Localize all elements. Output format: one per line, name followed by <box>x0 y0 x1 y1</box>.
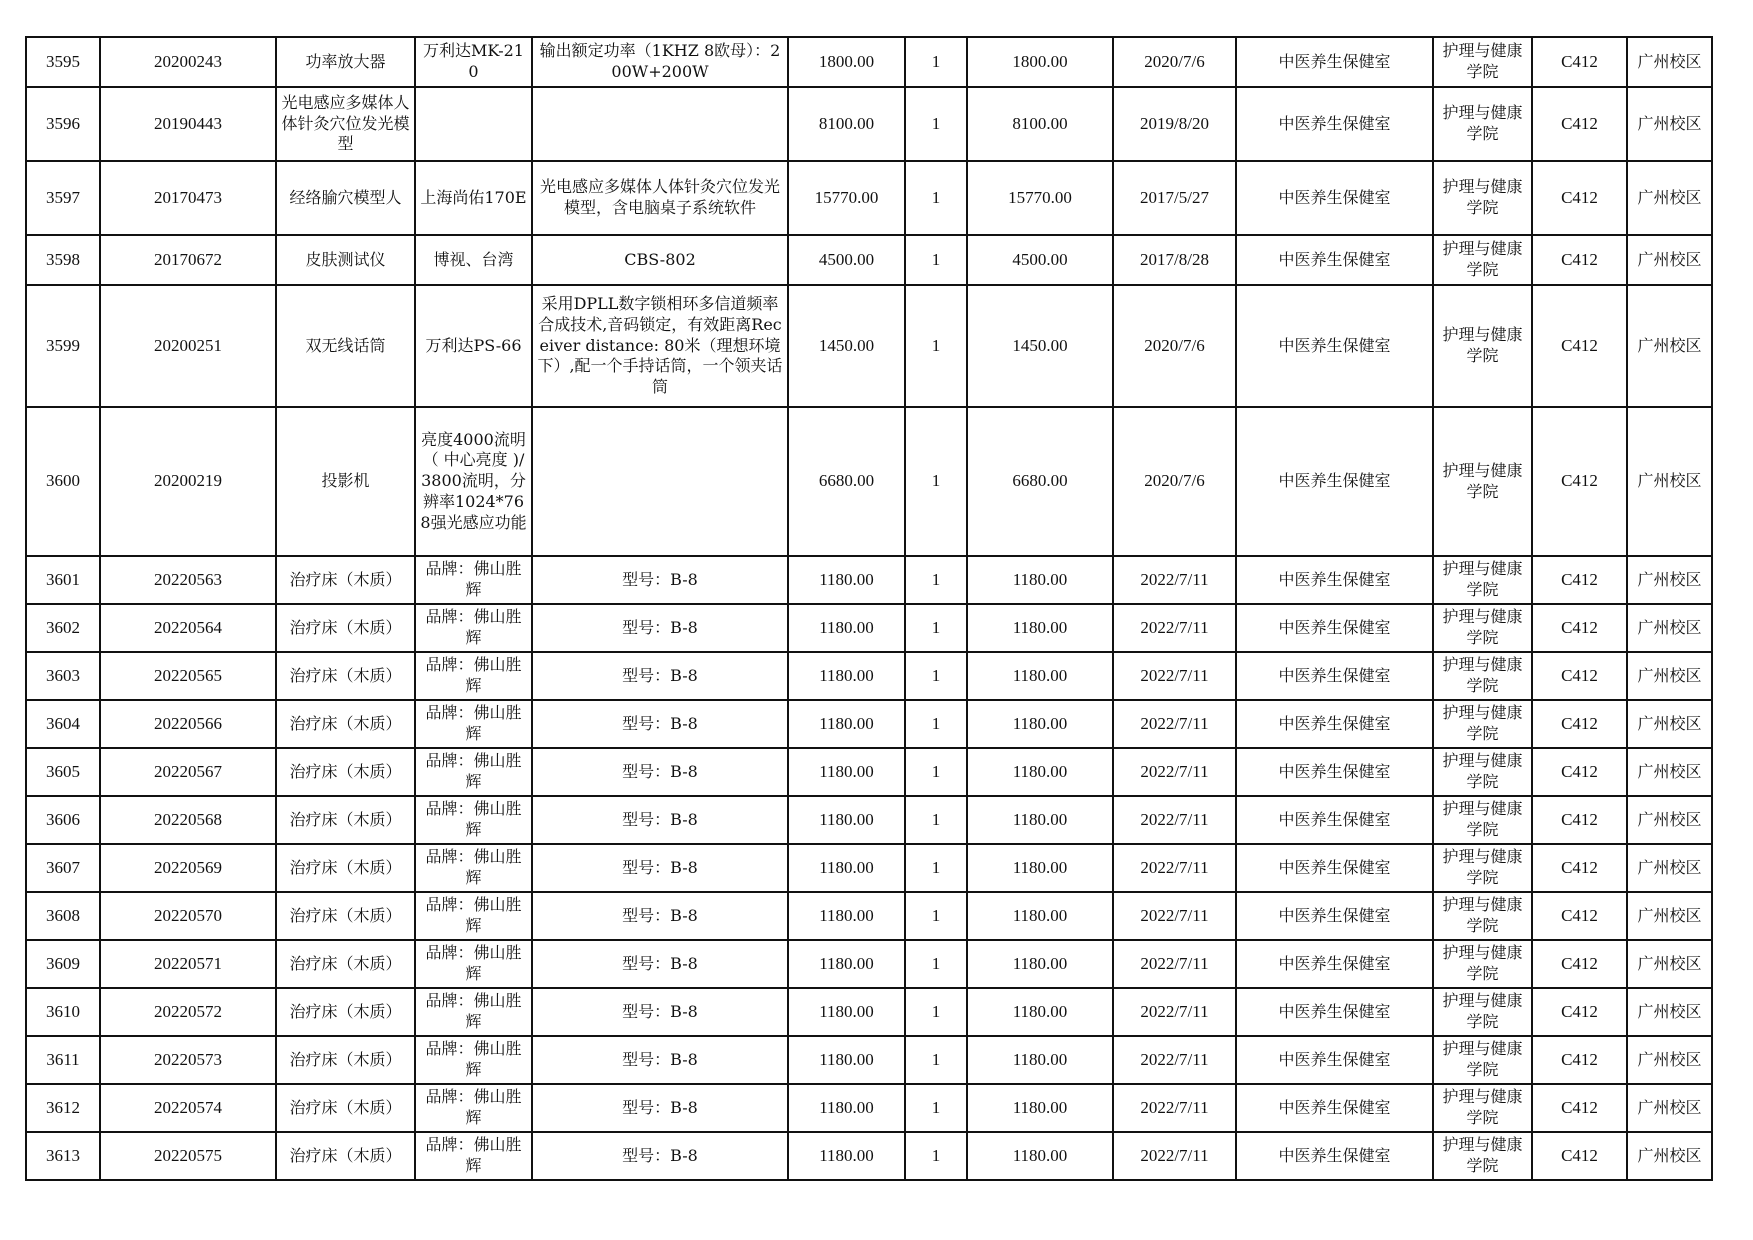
cell-price: 15770.00 <box>788 161 905 235</box>
cell-spec: 型号：B-8 <box>532 1036 788 1084</box>
cell-unit: 中医养生保健室 <box>1236 892 1433 940</box>
cell-unit: 中医养生保健室 <box>1236 1084 1433 1132</box>
cell-date: 2022/7/11 <box>1113 1132 1236 1180</box>
cell-unit: 中医养生保健室 <box>1236 700 1433 748</box>
cell-campus: 广州校区 <box>1627 796 1712 844</box>
cell-college: 护理与健康学院 <box>1433 988 1532 1036</box>
cell-code: 20220571 <box>100 940 276 988</box>
cell-price: 1180.00 <box>788 796 905 844</box>
cell-amount: 1180.00 <box>967 1036 1113 1084</box>
table-row <box>26 161 1712 235</box>
cell-name: 治疗床（木质） <box>276 556 415 604</box>
cell-amount: 1180.00 <box>967 700 1113 748</box>
cell-amount: 6680.00 <box>967 407 1113 556</box>
cell-price: 1450.00 <box>788 285 905 407</box>
cell-amount: 1180.00 <box>967 604 1113 652</box>
cell-code: 20220567 <box>100 748 276 796</box>
cell-spec <box>532 87 788 161</box>
cell-date: 2019/8/20 <box>1113 87 1236 161</box>
cell-code: 20200243 <box>100 37 276 87</box>
table-row <box>26 940 1712 988</box>
cell-college: 护理与健康学院 <box>1433 87 1532 161</box>
cell-date: 2022/7/11 <box>1113 988 1236 1036</box>
cell-code: 20170672 <box>100 235 276 285</box>
cell-name: 治疗床（木质） <box>276 988 415 1036</box>
cell-room: C412 <box>1532 892 1627 940</box>
cell-campus: 广州校区 <box>1627 37 1712 87</box>
cell-college: 护理与健康学院 <box>1433 1084 1532 1132</box>
cell-brand: 品牌：佛山胜辉 <box>415 700 532 748</box>
cell-college: 护理与健康学院 <box>1433 940 1532 988</box>
cell-spec: 型号：B-8 <box>532 700 788 748</box>
cell-price: 6680.00 <box>788 407 905 556</box>
cell-no: 3602 <box>26 604 100 652</box>
cell-amount: 1800.00 <box>967 37 1113 87</box>
cell-code: 20220569 <box>100 844 276 892</box>
cell-name: 皮肤测试仪 <box>276 235 415 285</box>
cell-college: 护理与健康学院 <box>1433 796 1532 844</box>
cell-campus: 广州校区 <box>1627 1132 1712 1180</box>
cell-qty: 1 <box>905 940 967 988</box>
cell-name: 治疗床（木质） <box>276 892 415 940</box>
cell-college: 护理与健康学院 <box>1433 652 1532 700</box>
cell-code: 20220568 <box>100 796 276 844</box>
table-row <box>26 556 1712 604</box>
cell-college: 护理与健康学院 <box>1433 556 1532 604</box>
cell-college: 护理与健康学院 <box>1433 748 1532 796</box>
cell-qty: 1 <box>905 407 967 556</box>
cell-no: 3609 <box>26 940 100 988</box>
table-row <box>26 1084 1712 1132</box>
cell-date: 2022/7/11 <box>1113 700 1236 748</box>
cell-code: 20220563 <box>100 556 276 604</box>
cell-name: 光电感应多媒体人体针灸穴位发光模型 <box>276 87 415 161</box>
cell-unit: 中医养生保健室 <box>1236 940 1433 988</box>
cell-price: 1180.00 <box>788 844 905 892</box>
cell-unit: 中医养生保健室 <box>1236 1132 1433 1180</box>
cell-code: 20220565 <box>100 652 276 700</box>
cell-room: C412 <box>1532 556 1627 604</box>
cell-brand: 品牌：佛山胜辉 <box>415 556 532 604</box>
cell-amount: 1180.00 <box>967 844 1113 892</box>
cell-spec: 光电感应多媒体人体针灸穴位发光模型，含电脑桌子系统软件 <box>532 161 788 235</box>
cell-spec: 型号：B-8 <box>532 844 788 892</box>
cell-unit: 中医养生保健室 <box>1236 87 1433 161</box>
cell-price: 1800.00 <box>788 37 905 87</box>
cell-date: 2022/7/11 <box>1113 1084 1236 1132</box>
cell-campus: 广州校区 <box>1627 407 1712 556</box>
cell-spec: 型号：B-8 <box>532 652 788 700</box>
table-row <box>26 1132 1712 1180</box>
cell-spec: 型号：B-8 <box>532 940 788 988</box>
cell-code: 20190443 <box>100 87 276 161</box>
cell-no: 3603 <box>26 652 100 700</box>
cell-no: 3612 <box>26 1084 100 1132</box>
table-row <box>26 700 1712 748</box>
cell-brand: 亮度4000流明（ 中心亮度 )/3800流明，分辨率1024*768强光感应功能 <box>415 407 532 556</box>
cell-code: 20220564 <box>100 604 276 652</box>
cell-spec: 型号：B-8 <box>532 892 788 940</box>
table-row <box>26 652 1712 700</box>
cell-campus: 广州校区 <box>1627 988 1712 1036</box>
cell-room: C412 <box>1532 1132 1627 1180</box>
cell-name: 治疗床（木质） <box>276 1084 415 1132</box>
cell-no: 3611 <box>26 1036 100 1084</box>
cell-room: C412 <box>1532 700 1627 748</box>
cell-qty: 1 <box>905 700 967 748</box>
cell-room: C412 <box>1532 285 1627 407</box>
cell-unit: 中医养生保健室 <box>1236 407 1433 556</box>
cell-qty: 1 <box>905 161 967 235</box>
cell-campus: 广州校区 <box>1627 700 1712 748</box>
cell-college: 护理与健康学院 <box>1433 700 1532 748</box>
cell-college: 护理与健康学院 <box>1433 1132 1532 1180</box>
cell-qty: 1 <box>905 87 967 161</box>
cell-college: 护理与健康学院 <box>1433 892 1532 940</box>
cell-college: 护理与健康学院 <box>1433 235 1532 285</box>
cell-qty: 1 <box>905 604 967 652</box>
cell-college: 护理与健康学院 <box>1433 37 1532 87</box>
cell-name: 双无线话筒 <box>276 285 415 407</box>
cell-amount: 1180.00 <box>967 988 1113 1036</box>
table-row <box>26 37 1712 87</box>
cell-room: C412 <box>1532 988 1627 1036</box>
cell-brand: 品牌：佛山胜辉 <box>415 892 532 940</box>
cell-amount: 1180.00 <box>967 796 1113 844</box>
cell-price: 1180.00 <box>788 988 905 1036</box>
cell-code: 20220575 <box>100 1132 276 1180</box>
cell-room: C412 <box>1532 87 1627 161</box>
cell-unit: 中医养生保健室 <box>1236 748 1433 796</box>
cell-amount: 1180.00 <box>967 1132 1113 1180</box>
cell-amount: 8100.00 <box>967 87 1113 161</box>
cell-name: 经络腧穴模型人 <box>276 161 415 235</box>
cell-no: 3595 <box>26 37 100 87</box>
cell-no: 3610 <box>26 988 100 1036</box>
cell-room: C412 <box>1532 652 1627 700</box>
table-row <box>26 988 1712 1036</box>
cell-brand: 上海尚佑170E <box>415 161 532 235</box>
cell-date: 2017/5/27 <box>1113 161 1236 235</box>
cell-campus: 广州校区 <box>1627 556 1712 604</box>
cell-name: 治疗床（木质） <box>276 940 415 988</box>
cell-amount: 1450.00 <box>967 285 1113 407</box>
cell-no: 3613 <box>26 1132 100 1180</box>
cell-no: 3598 <box>26 235 100 285</box>
cell-spec: 型号：B-8 <box>532 748 788 796</box>
cell-campus: 广州校区 <box>1627 285 1712 407</box>
cell-brand: 品牌：佛山胜辉 <box>415 1084 532 1132</box>
cell-spec: 型号：B-8 <box>532 796 788 844</box>
cell-name: 治疗床（木质） <box>276 1132 415 1180</box>
cell-brand: 品牌：佛山胜辉 <box>415 1036 532 1084</box>
cell-no: 3604 <box>26 700 100 748</box>
asset-table-body <box>26 37 1712 1180</box>
cell-name: 投影机 <box>276 407 415 556</box>
cell-room: C412 <box>1532 940 1627 988</box>
cell-price: 8100.00 <box>788 87 905 161</box>
cell-amount: 1180.00 <box>967 1084 1113 1132</box>
cell-unit: 中医养生保健室 <box>1236 796 1433 844</box>
cell-price: 1180.00 <box>788 892 905 940</box>
cell-unit: 中医养生保健室 <box>1236 604 1433 652</box>
cell-campus: 广州校区 <box>1627 652 1712 700</box>
cell-qty: 1 <box>905 235 967 285</box>
cell-campus: 广州校区 <box>1627 1084 1712 1132</box>
cell-qty: 1 <box>905 285 967 407</box>
cell-name: 治疗床（木质） <box>276 796 415 844</box>
cell-brand: 品牌：佛山胜辉 <box>415 1132 532 1180</box>
cell-date: 2020/7/6 <box>1113 37 1236 87</box>
cell-brand: 万利达MK-210 <box>415 37 532 87</box>
cell-code: 20220573 <box>100 1036 276 1084</box>
cell-amount: 4500.00 <box>967 235 1113 285</box>
cell-price: 4500.00 <box>788 235 905 285</box>
cell-no: 3607 <box>26 844 100 892</box>
cell-room: C412 <box>1532 844 1627 892</box>
cell-college: 护理与健康学院 <box>1433 844 1532 892</box>
cell-brand: 品牌：佛山胜辉 <box>415 988 532 1036</box>
table-row <box>26 604 1712 652</box>
cell-no: 3596 <box>26 87 100 161</box>
cell-code: 20200251 <box>100 285 276 407</box>
cell-room: C412 <box>1532 407 1627 556</box>
cell-no: 3600 <box>26 407 100 556</box>
cell-qty: 1 <box>905 37 967 87</box>
cell-code: 20170473 <box>100 161 276 235</box>
cell-no: 3599 <box>26 285 100 407</box>
cell-unit: 中医养生保健室 <box>1236 988 1433 1036</box>
cell-date: 2022/7/11 <box>1113 748 1236 796</box>
cell-room: C412 <box>1532 748 1627 796</box>
cell-date: 2020/7/6 <box>1113 285 1236 407</box>
cell-spec: 型号：B-8 <box>532 1132 788 1180</box>
cell-qty: 1 <box>905 1084 967 1132</box>
cell-qty: 1 <box>905 1036 967 1084</box>
cell-price: 1180.00 <box>788 652 905 700</box>
table-row <box>26 235 1712 285</box>
cell-room: C412 <box>1532 161 1627 235</box>
cell-name: 治疗床（木质） <box>276 1036 415 1084</box>
cell-name: 治疗床（木质） <box>276 700 415 748</box>
table-row <box>26 285 1712 407</box>
cell-campus: 广州校区 <box>1627 940 1712 988</box>
cell-date: 2022/7/11 <box>1113 892 1236 940</box>
cell-brand <box>415 87 532 161</box>
cell-name: 治疗床（木质） <box>276 652 415 700</box>
cell-qty: 1 <box>905 1132 967 1180</box>
cell-price: 1180.00 <box>788 604 905 652</box>
cell-spec: 输出额定功率（1KHZ 8欧母）：200W+200W <box>532 37 788 87</box>
cell-date: 2017/8/28 <box>1113 235 1236 285</box>
cell-amount: 1180.00 <box>967 748 1113 796</box>
cell-brand: 品牌：佛山胜辉 <box>415 652 532 700</box>
cell-no: 3605 <box>26 748 100 796</box>
cell-no: 3597 <box>26 161 100 235</box>
cell-campus: 广州校区 <box>1627 87 1712 161</box>
cell-amount: 15770.00 <box>967 161 1113 235</box>
cell-room: C412 <box>1532 796 1627 844</box>
cell-campus: 广州校区 <box>1627 748 1712 796</box>
cell-spec: 型号：B-8 <box>532 556 788 604</box>
cell-date: 2022/7/11 <box>1113 844 1236 892</box>
table-row <box>26 892 1712 940</box>
cell-room: C412 <box>1532 37 1627 87</box>
cell-spec: 型号：B-8 <box>532 604 788 652</box>
cell-room: C412 <box>1532 1084 1627 1132</box>
cell-date: 2022/7/11 <box>1113 1036 1236 1084</box>
cell-unit: 中医养生保健室 <box>1236 37 1433 87</box>
cell-date: 2022/7/11 <box>1113 940 1236 988</box>
cell-unit: 中医养生保健室 <box>1236 556 1433 604</box>
cell-code: 20220570 <box>100 892 276 940</box>
cell-amount: 1180.00 <box>967 940 1113 988</box>
cell-college: 护理与健康学院 <box>1433 1036 1532 1084</box>
cell-brand: 万利达PS-66 <box>415 285 532 407</box>
cell-brand: 品牌：佛山胜辉 <box>415 604 532 652</box>
cell-qty: 1 <box>905 892 967 940</box>
cell-name: 治疗床（木质） <box>276 604 415 652</box>
table-row <box>26 87 1712 161</box>
cell-brand: 品牌：佛山胜辉 <box>415 748 532 796</box>
cell-name: 治疗床（木质） <box>276 844 415 892</box>
cell-spec: 型号：B-8 <box>532 988 788 1036</box>
table-row <box>26 407 1712 556</box>
cell-name: 治疗床（木质） <box>276 748 415 796</box>
cell-date: 2022/7/11 <box>1113 796 1236 844</box>
cell-campus: 广州校区 <box>1627 844 1712 892</box>
cell-code: 20200219 <box>100 407 276 556</box>
cell-unit: 中医养生保健室 <box>1236 1036 1433 1084</box>
cell-no: 3606 <box>26 796 100 844</box>
cell-qty: 1 <box>905 988 967 1036</box>
cell-spec <box>532 407 788 556</box>
cell-brand: 品牌：佛山胜辉 <box>415 796 532 844</box>
cell-college: 护理与健康学院 <box>1433 285 1532 407</box>
cell-campus: 广州校区 <box>1627 161 1712 235</box>
cell-no: 3601 <box>26 556 100 604</box>
asset-table <box>25 36 1713 1181</box>
table-row <box>26 748 1712 796</box>
cell-college: 护理与健康学院 <box>1433 407 1532 556</box>
cell-brand: 博视、台湾 <box>415 235 532 285</box>
cell-college: 护理与健康学院 <box>1433 604 1532 652</box>
cell-price: 1180.00 <box>788 1132 905 1180</box>
cell-unit: 中医养生保健室 <box>1236 235 1433 285</box>
cell-name: 功率放大器 <box>276 37 415 87</box>
cell-brand: 品牌：佛山胜辉 <box>415 940 532 988</box>
cell-price: 1180.00 <box>788 700 905 748</box>
cell-unit: 中医养生保健室 <box>1236 285 1433 407</box>
cell-price: 1180.00 <box>788 1084 905 1132</box>
cell-room: C412 <box>1532 1036 1627 1084</box>
cell-unit: 中医养生保健室 <box>1236 844 1433 892</box>
cell-qty: 1 <box>905 556 967 604</box>
cell-amount: 1180.00 <box>967 652 1113 700</box>
cell-college: 护理与健康学院 <box>1433 161 1532 235</box>
cell-no: 3608 <box>26 892 100 940</box>
cell-amount: 1180.00 <box>967 556 1113 604</box>
cell-date: 2020/7/6 <box>1113 407 1236 556</box>
cell-room: C412 <box>1532 235 1627 285</box>
cell-qty: 1 <box>905 796 967 844</box>
cell-qty: 1 <box>905 844 967 892</box>
table-row <box>26 844 1712 892</box>
cell-date: 2022/7/11 <box>1113 652 1236 700</box>
cell-qty: 1 <box>905 652 967 700</box>
table-row <box>26 1036 1712 1084</box>
cell-price: 1180.00 <box>788 1036 905 1084</box>
cell-code: 20220574 <box>100 1084 276 1132</box>
cell-campus: 广州校区 <box>1627 604 1712 652</box>
cell-qty: 1 <box>905 748 967 796</box>
cell-unit: 中医养生保健室 <box>1236 652 1433 700</box>
cell-code: 20220566 <box>100 700 276 748</box>
cell-spec: 采用DPLL数字锁相环多信道频率合成技术,音码锁定，有效距离Receiver distance: 80米（理想环境下）,配一个手持话筒，一个领夹话筒 <box>532 285 788 407</box>
cell-amount: 1180.00 <box>967 892 1113 940</box>
cell-campus: 广州校区 <box>1627 892 1712 940</box>
cell-room: C412 <box>1532 604 1627 652</box>
cell-date: 2022/7/11 <box>1113 556 1236 604</box>
cell-price: 1180.00 <box>788 556 905 604</box>
cell-price: 1180.00 <box>788 748 905 796</box>
cell-brand: 品牌：佛山胜辉 <box>415 844 532 892</box>
cell-campus: 广州校区 <box>1627 1036 1712 1084</box>
cell-spec: 型号：B-8 <box>532 1084 788 1132</box>
cell-unit: 中医养生保健室 <box>1236 161 1433 235</box>
cell-code: 20220572 <box>100 988 276 1036</box>
cell-date: 2022/7/11 <box>1113 604 1236 652</box>
cell-spec: CBS-802 <box>532 235 788 285</box>
table-row <box>26 796 1712 844</box>
cell-campus: 广州校区 <box>1627 235 1712 285</box>
cell-price: 1180.00 <box>788 940 905 988</box>
